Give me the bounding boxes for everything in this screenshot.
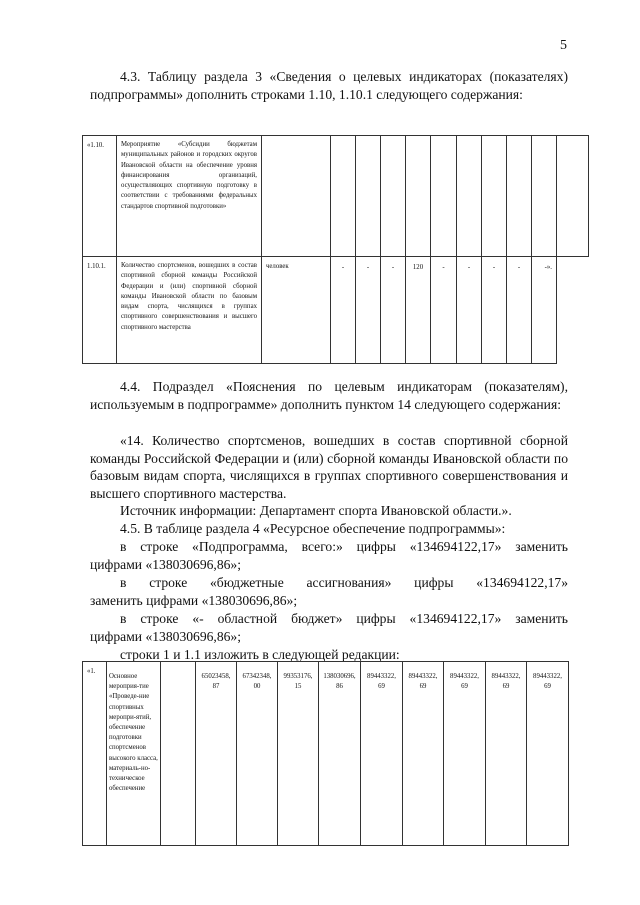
amount-part: 69 — [461, 683, 468, 691]
replace-line-2a: в строке «бюджетные ассигнования» цифры «134694122,17» — [120, 575, 568, 590]
amount-part: 86 — [336, 683, 343, 691]
amount-part: 89443322, — [367, 673, 396, 680]
value-cell: - — [431, 257, 457, 364]
value-cell — [482, 136, 507, 257]
amount-cell — [237, 662, 278, 846]
unit-cell — [262, 136, 331, 257]
value-cell — [356, 136, 381, 257]
measure-name: Основное мероприя-тие «Проведе-ние спортивных меропри-ятий, обеспечение подготовки спортсменов высокого класса, материаль-но-техническое обеспечение — [107, 662, 161, 846]
row-number: «1. — [83, 662, 107, 846]
amount-part: 99353176, — [283, 673, 313, 680]
amount-cell — [361, 662, 403, 846]
amount-part: 89443322, — [450, 673, 479, 680]
value-cell — [557, 136, 589, 257]
value-cell: - — [457, 257, 482, 364]
amount-part: 00 — [253, 683, 261, 691]
indicator-name: Мероприятие «Субсидии бюджетам муниципальных районов и городских округов Ивановской области на обеспечение уровня финансирования организаций, осуществляющих спортивную подготовку в соответствии с требованиями федеральных стандартов спортивной подготовки» — [117, 136, 262, 257]
amount-cell — [486, 662, 527, 846]
amount-cell — [444, 662, 486, 846]
value-cell — [331, 136, 356, 257]
amount-part: 65023458, — [201, 673, 231, 680]
row-number: 1.10.1. — [83, 257, 117, 364]
amount-part: 89443322, — [533, 673, 562, 680]
unit-cell: человек — [262, 257, 331, 364]
paragraph-4-4: 4.4. Подраздел «Пояснения по целевым индикаторам (показателям), используемым в подпрограмме» дополнить пунктом 14 следующего содержания: — [90, 379, 568, 412]
value-cell — [406, 136, 431, 257]
source-line: Источник информации: Департамент спорта Ивановской области.». — [120, 503, 512, 518]
paragraph-4-3: 4.3. Таблицу раздела 3 «Сведения о целевых индикаторах (показателях) подпрограммы» дополнить строками 1.10, 1.10.1 следующего содержания: — [90, 69, 568, 102]
indicators-table — [82, 135, 589, 364]
amount-part: 89443322, — [408, 673, 438, 680]
amount-part: 69 — [544, 683, 551, 691]
indicator-name: Количество спортсменов, вошедших в состав спортивной сборной команды Российской Федерации и (или) спортивной сборной команды Ивановской области по базовым видам спорта, числящихся в группах спортивного совершенствования и высшего спортивного мастерства — [117, 257, 262, 364]
replace-line-4: строки 1 и 1.1 изложить в следующей редакции: — [120, 647, 400, 662]
amount-part: 67342348, — [242, 673, 272, 680]
value-cell: - — [482, 257, 507, 364]
row-number: «1.10. — [83, 136, 117, 257]
paragraph-4-5: 4.5. В таблице раздела 4 «Ресурсное обеспечение подпрограммы»: — [120, 521, 506, 536]
amount-part: 69 — [419, 683, 427, 691]
replace-line-1a: в строке «Подпрограмма, всего:» цифры «134694122,17» заменить — [120, 539, 568, 554]
value-cell — [457, 136, 482, 257]
value-cell — [381, 136, 406, 257]
table-row — [83, 257, 589, 364]
amount-cell — [319, 662, 361, 846]
table-row — [83, 662, 569, 846]
amount-cell — [196, 662, 237, 846]
amount-part: 87 — [212, 683, 220, 691]
amount-cell — [278, 662, 319, 846]
value-cell: - — [381, 257, 406, 364]
amount-part: 138030696, — [323, 673, 356, 680]
amount-cell — [527, 662, 569, 846]
value-cell — [431, 136, 457, 257]
value-cell: - — [331, 257, 356, 364]
replace-line-2b: заменить цифрами «138030696,86»; — [90, 593, 298, 608]
amount-part: 89443322, — [491, 673, 521, 680]
replace-line-1b: цифрами «138030696,86»; — [90, 557, 241, 572]
value-cell: - — [507, 257, 532, 364]
page-number: 5 — [560, 38, 567, 53]
amount-part: 15 — [294, 683, 302, 691]
value-cell: 120 — [406, 257, 431, 364]
amount-part: 69 — [502, 683, 510, 691]
replace-line-3a: в строке «- областной бюджет» цифры «134694122,17» заменить — [120, 611, 568, 626]
value-cell — [532, 136, 557, 257]
amount-part: 69 — [378, 683, 385, 691]
value-cell: - — [356, 257, 381, 364]
amount-cell — [403, 662, 444, 846]
table-row — [83, 136, 589, 257]
empty-cell — [161, 662, 196, 846]
value-cell: -». — [532, 257, 557, 364]
resource-table — [82, 661, 569, 846]
value-cell — [507, 136, 532, 257]
replace-line-3b: цифрами «138030696,86»; — [90, 629, 241, 644]
paragraph-14: «14. Количество спортсменов, вошедших в состав спортивной сборной команды Российской Федерации и (или) сборной команды Ивановской области по базовым видам спорта, числящихся в группах спортивного совершенствования и высшего спортивного мастерства. — [90, 433, 568, 501]
